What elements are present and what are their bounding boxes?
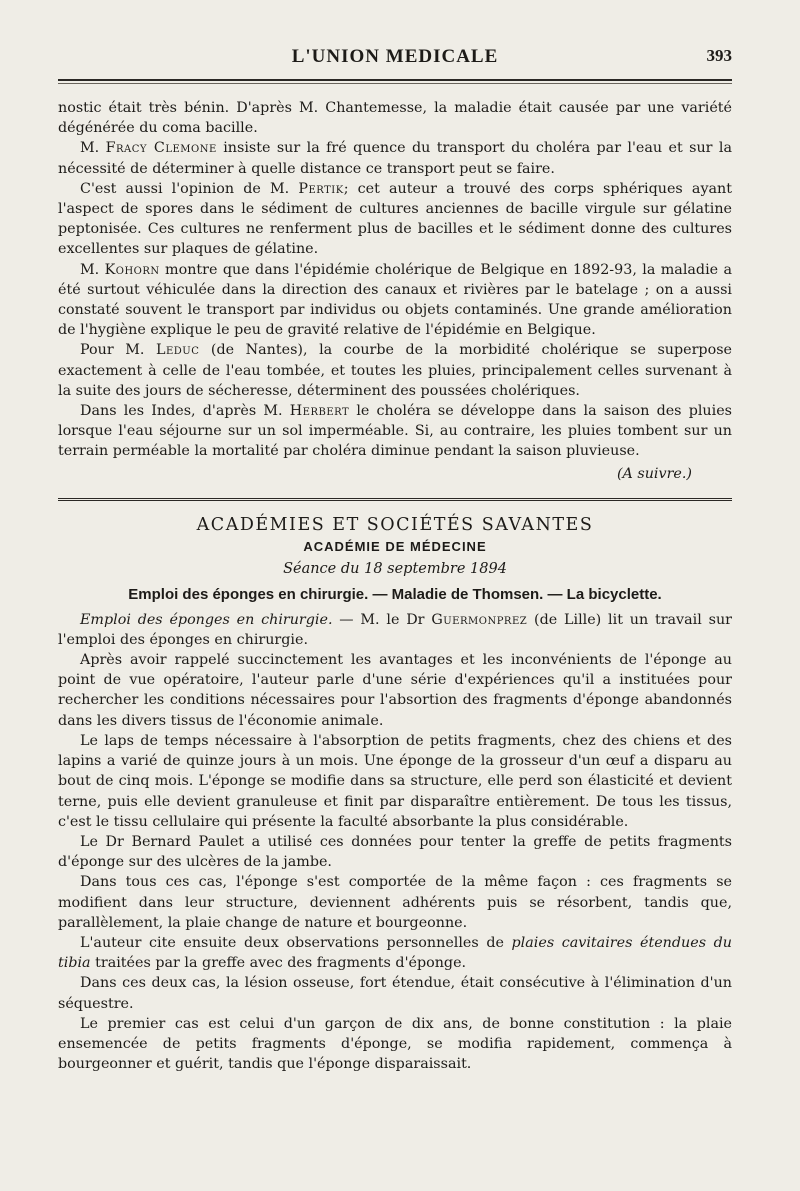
paragraph-text: Le Dr Bernard Paulet a utilisé ces données pour tenter la greffe de petits fragments d'éponge sur des ulcères de la jambe.: [58, 833, 732, 871]
paragraph-text: Après avoir rappelé succinctement les avantages et les inconvénients de l'éponge au point de vue opératoire, l'auteur parle d'une série d'expériences qu'il a instituées pour rechercher les conditions nécessaires pour l'absortion des fragments d'éponge abandonnés dans les divers tissus de l'économie animale.: [58, 652, 732, 729]
paragraph-text: Dans ces deux cas, la lésion osseuse, fort étendue, était consécutive à l'élimination d'un séquestre.: [58, 975, 732, 1012]
author-name: Fracy Clemone: [105, 140, 217, 157]
paragraph-text: Le premier cas est celui d'un garçon de dix ans, de bonne constitution : la plaie ensemencée de petits fragments d'éponge, se modifia rapidement, commença à bourgeonner et guérit, tandis que l'éponge disparaissait.: [58, 1015, 732, 1073]
author-name: Herbert: [289, 403, 350, 420]
to-be-continued: (A suivre.): [616, 465, 692, 482]
session-date: Séance du 18 septembre 1894: [283, 561, 507, 578]
paragraph-kohorn: M. Kohorn montre que dans l'épidémie cholérique de Belgique en 1892-93, la maladie a été surtout véhiculée dans la direction des canaux et rivières par le batelage ; on a aussi constaté souvent le transport par individus ou objets contaminés. Une grande amélioration de l'hygiène explique le peu de gravité relative de l'épidémie en Belgique.: [58, 261, 733, 339]
author-name: Kohorn: [104, 261, 160, 278]
page-number: 393: [706, 46, 732, 65]
paragraph-text: Le laps de temps nécessaire à l'absorption de petits fragments, chez des chiens et des lapins a varié de quinze jours à un mois. Une éponge de la grosseur d'un œuf a disparu au bout de cinq mois. L'éponge se modifie dans sa structure, elle perd son élasticité et devient terne, puis elle devient granuleuse et finit par disparaître entièrement. De tous les tissus, c'est le tissu cellulaire qui présente la faculté absorbante la plus considérable.: [58, 732, 732, 830]
paragraph-lead: Emploi des éponges en chirurgie. — M. le Dr Guermonprez (de Lille) lit un travail sur l'emploi des éponges en chirurgie.: [58, 611, 732, 648]
paragraph-leduc: Pour M. Leduc (de Nantes), la courbe de la morbidité cholérique se superpose exactement à celle de l'eau tombée, et toutes les pluies, principalement celles survenant à la suite des jours de sécheresse, déterminent des poussées cholériques.: [58, 342, 732, 399]
paragraph-herbert: Dans les Indes, d'après M. Herbert le choléra se développe dans la saison des pluies lorsque l'eau séjourne sur un sol imperméable. Si, au contraire, les pluies tombent sur un terrain perméable la mortalité par choléra diminue pendant la saison pluvieuse.: [58, 403, 732, 460]
session-topics: Emploi des éponges en chirurgie. — Maladie de Thomsen. — La bicyclette.: [128, 586, 662, 604]
running-title: L'UNION MEDICALE: [291, 46, 499, 67]
article-body: [58, 98, 732, 1074]
section-title: ACADÉMIES ET SOCIÉTÉS SAVANTES: [196, 514, 594, 535]
section-divider: [58, 498, 732, 503]
paragraph-text: L'auteur cite ensuite deux observations personnelles de plaies cavitaires étendues du tibia traitées par la greffe avec des fragments d'éponge.: [58, 934, 732, 972]
paragraph-fracy: M. Fracy Clemone insiste sur la fré quence du transport du choléra par l'eau et sur la nécessité de déterminer à quelle distance ce transport peut se faire.: [58, 140, 733, 177]
author-name: Leduc: [155, 342, 200, 359]
paragraph-continuation: nostic était très bénin. D'après M. Chantemesse, la maladie était causée par une variété dégénérée du coma bacille.: [58, 100, 732, 137]
author-name: Guermonprez: [431, 611, 528, 628]
paragraph-text: Dans tous ces cas, l'éponge s'est comportée de la même façon : ces fragments se modifient dans leur structure, deviennent adhérents puis se résorbent, tandis que, parallèlement, la plaie change de nature et bourgeonne.: [58, 874, 732, 931]
paragraph-pertik: C'est aussi l'opinion de M. Pertik; cet auteur a trouvé des corps sphériques ayant l'aspect de spores dans le sédiment de cultures anciennes de bacille virgule sur gélatine peptonisée. Ces cultures ne renferment plus de bacilles et le sédiment donne des cultures excellentes sur plaques de gélatine.: [58, 180, 732, 258]
author-name: Pertik: [298, 180, 344, 197]
academy-heading: ACADÉMIE DE MÉDECINE: [303, 539, 487, 555]
page-header: [58, 46, 732, 72]
header-rule: [58, 79, 732, 81]
